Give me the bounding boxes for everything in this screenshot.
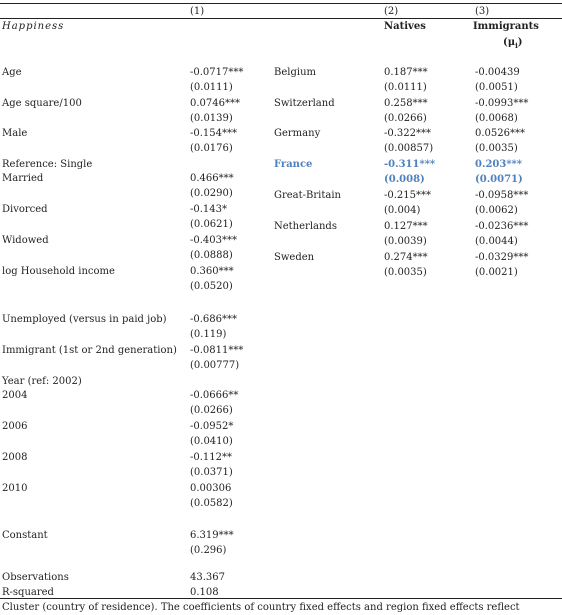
row-label: Year (ref: 2002) <box>2 376 82 387</box>
coefficient: -0.112** <box>190 452 233 463</box>
column-header-3: (3) <box>475 6 490 17</box>
immigrant-se: (0.0062) <box>475 205 518 216</box>
header-rule <box>0 18 562 19</box>
column-header-2: (2) <box>384 6 399 17</box>
coefficient: -0.0666** <box>190 390 239 401</box>
row-label: Married <box>2 173 44 184</box>
native-se: (0.0266) <box>384 113 427 124</box>
row-label: 2008 <box>2 452 28 463</box>
immigrant-effect: -0.0958*** <box>475 190 529 201</box>
standard-error: (0.0176) <box>190 143 233 154</box>
immigrant-se: (0.0044) <box>475 236 518 247</box>
coefficient: 0.0746*** <box>190 98 240 109</box>
standard-error: (0.119) <box>190 329 227 340</box>
row-label: Constant <box>2 530 48 541</box>
row-label: 2004 <box>2 390 28 401</box>
standard-error: (0.0520) <box>190 281 233 292</box>
immigrant-effect: 0.203*** <box>475 159 523 170</box>
row-label: Age square/100 <box>2 98 82 109</box>
immigrants-header: Immigrants <box>473 21 539 32</box>
native-se: (0.00857) <box>384 143 434 154</box>
standard-error: (0.0371) <box>190 467 233 478</box>
native-effect: -0.311*** <box>384 159 436 170</box>
country-name: Belgium <box>274 67 316 78</box>
row-label: R-squared <box>2 587 54 598</box>
row-label: log Household income <box>2 266 115 277</box>
country-name: Germany <box>274 128 321 139</box>
coefficient: 43.367 <box>190 572 225 583</box>
row-label: Widowed <box>2 235 49 246</box>
immigrant-effect: -0.00439 <box>475 67 520 78</box>
immigrant-se: (0.0051) <box>475 82 518 93</box>
native-effect: 0.258*** <box>384 98 428 109</box>
native-se: (0.0111) <box>384 82 427 93</box>
row-label: Divorced <box>2 204 48 215</box>
coefficient: -0.686*** <box>190 314 238 325</box>
country-name: Great-Britain <box>274 190 341 201</box>
row-label: Observations <box>2 572 69 583</box>
row-label: 2010 <box>2 483 28 494</box>
standard-error: (0.0582) <box>190 498 233 509</box>
native-se: (0.0035) <box>384 267 427 278</box>
country-name: Sweden <box>274 252 315 263</box>
standard-error: (0.00777) <box>190 360 240 371</box>
row-label: Immigrant (1st or 2nd generation) <box>2 345 177 356</box>
coefficient: 6.319*** <box>190 530 234 541</box>
standard-error: (0.296) <box>190 545 227 556</box>
standard-error: (0.0621) <box>190 219 233 230</box>
dependent-variable: Happiness <box>2 21 65 32</box>
native-effect: 0.127*** <box>384 221 428 232</box>
native-effect: 0.187*** <box>384 67 428 78</box>
coefficient: -0.0717*** <box>190 67 244 78</box>
native-se: (0.004) <box>384 205 421 216</box>
immigrant-se: (0.0071) <box>475 174 523 185</box>
coefficient: 0.360*** <box>190 266 234 277</box>
country-name: Switzerland <box>274 98 335 109</box>
immigrant-effect: -0.0236*** <box>475 221 529 232</box>
coefficient: -0.143* <box>190 204 228 215</box>
standard-error: (0.0290) <box>190 188 233 199</box>
mu-label: $(\mu_i)$ <box>503 37 523 50</box>
immigrant-se: (0.0068) <box>475 113 518 124</box>
coefficient: -0.0952* <box>190 421 234 432</box>
coefficient: -0.403*** <box>190 235 238 246</box>
native-se: (0.0039) <box>384 236 427 247</box>
bottom-rule <box>0 598 562 599</box>
native-se: (0.008) <box>384 174 425 185</box>
row-label: Unemployed (versus in paid job) <box>2 314 167 325</box>
standard-error: (0.0139) <box>190 113 233 124</box>
coefficient: -0.154*** <box>190 128 238 139</box>
top-rule <box>0 3 562 4</box>
standard-error: (0.0410) <box>190 436 233 447</box>
immigrant-se: (0.0035) <box>475 143 518 154</box>
natives-header: Natives <box>384 21 426 32</box>
country-name: France <box>274 159 313 170</box>
native-effect: 0.274*** <box>384 252 428 263</box>
native-effect: -0.215*** <box>384 190 432 201</box>
standard-error: (0.0111) <box>190 82 233 93</box>
row-label: Age <box>2 67 22 78</box>
native-effect: -0.322*** <box>384 128 432 139</box>
row-label: Male <box>2 128 28 139</box>
coefficient: 0.108 <box>190 587 219 598</box>
row-label: Reference: Single <box>2 159 93 170</box>
coefficient: 0.466*** <box>190 173 234 184</box>
standard-error: (0.0266) <box>190 405 233 416</box>
country-name: Netherlands <box>274 221 337 232</box>
coefficient: -0.0811*** <box>190 345 244 356</box>
coefficient: 0.00306 <box>190 483 232 494</box>
immigrant-effect: 0.0526*** <box>475 128 525 139</box>
immigrant-se: (0.0021) <box>475 267 518 278</box>
row-label: 2006 <box>2 421 28 432</box>
standard-error: (0.0888) <box>190 250 233 261</box>
footnote: Cluster (country of residence). The coefficients of country fixed effects and region fixed effects reflect <box>2 602 520 613</box>
immigrant-effect: -0.0329*** <box>475 252 529 263</box>
immigrant-effect: -0.0993*** <box>475 98 529 109</box>
column-header-1: (1) <box>190 6 205 17</box>
